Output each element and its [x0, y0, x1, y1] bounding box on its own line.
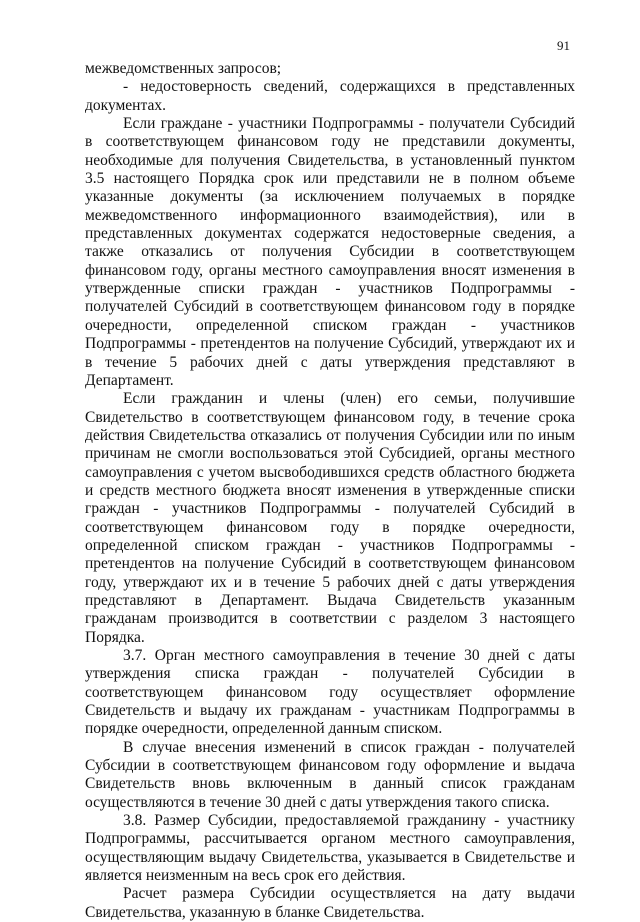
- document-body: [85, 60, 575, 922]
- paragraph-documents-not-submitted: Если граждане - участники Подпрограммы - получатели Субсидий в соответствующем финансовом году не представили документы, необходимые для получения Свидетельства, в установленный пунктом 3.5 настоящего Порядка срок или представили не в полном объеме указанные документы (за исключением получаемых в порядке межведомственного информационного взаимодействия), или в представленных документах содержатся недостоверные сведения, а также отказались от получения Субсидии в соответствующем финансовом году, органы местного самоуправления вносят изменения в утвержденные списки граждан - участников Подпрограммы - получателей Субсидий в соответствующем финансовом году в порядке очередности, определенной списком граждан - участников Подпрограммы - претендентов на получение Субсидий, утверждают их и в течение 5 рабочих дней с даты утверждения представляют в Департамент.: [85, 115, 575, 389]
- paragraph-continuation: межведомственных запросов;: [85, 60, 282, 77]
- paragraph-section-3-8: 3.8. Размер Субсидии, предоставляемой гражданину - участнику Подпрограммы, рассчитывается органом местного самоуправления, осуществляющим выдачу Свидетельства, указывается в Свидетельстве и является неизменным на весь срок его действия.: [85, 812, 575, 885]
- paragraph-certificate-refusal: Если гражданин и члены (член) его семьи, получившие Свидетельство в соответствующем финансовом году, в течение срока действия Свидетельства отказались от получения Субсидии или по иным причинам не смогли воспользоваться этой Субсидией, органы местного самоуправления с учетом высвободившихся средств областного бюджета и средств местного бюджета вносят изменения в утвержденные списки граждан - участников Подпрограммы - получателей Субсидий в соответствующем финансовом году в порядке очередности, определенной списком граждан - участников Подпрограммы - претендентов на получение Субсидий в соответствующем финансовом году, утверждают их и в течение 5 рабочих дней с даты утверждения представляют в Департамент. Выдача Свидетельств указанным гражданам производится в соответствии с разделом 3 настоящего Порядка.: [85, 390, 575, 646]
- paragraph-list-changes: В случае внесения изменений в список граждан - получателей Субсидии в соответствующем финансовом году оформление и выдача Свидетельств вновь включенным в данный список гражданам осуществляются в течение 30 дней с даты утверждения такого списка.: [85, 738, 575, 811]
- page-number: 91: [557, 38, 570, 53]
- paragraph-subsidy-calculation: Расчет размера Субсидии осуществляется на дату выдачи Свидетельства, указанную в бланке Свидетельства.: [85, 885, 575, 921]
- paragraph-section-3-7: 3.7. Орган местного самоуправления в течение 30 дней с даты утверждения списка граждан - получателей Субсидии в соответствующем финансовом году осуществляет оформление Свидетельств и выдачу их гражданам - участникам Подпрограммы в порядке очередности, определенной данным списком.: [85, 647, 575, 738]
- list-item-invalid-data: - недостоверность сведений, содержащихся в представленных документах.: [85, 78, 575, 114]
